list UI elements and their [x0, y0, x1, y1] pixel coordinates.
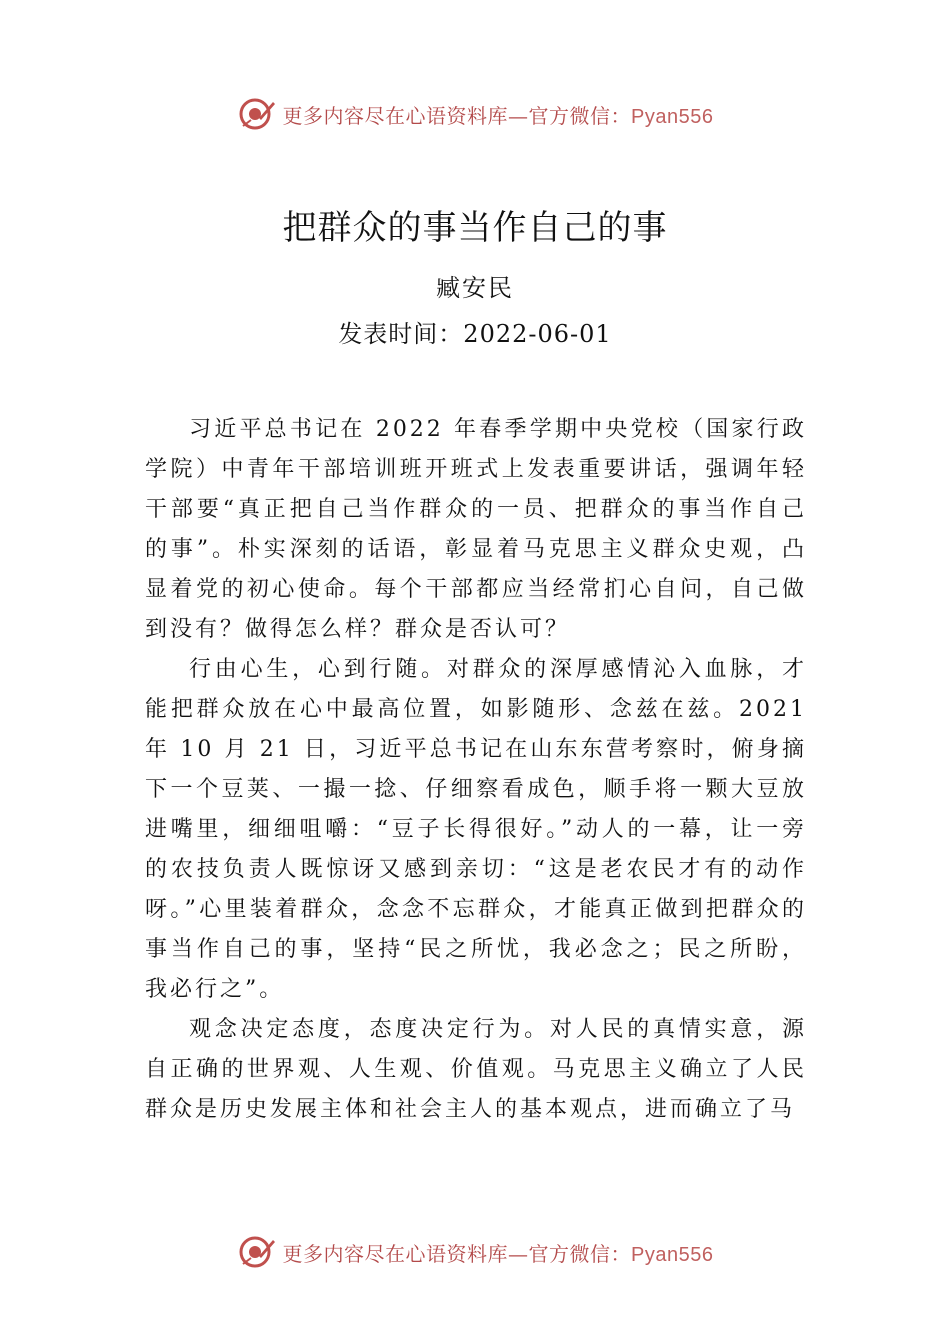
- paragraph-3: 观念决定态度，态度决定行为。对人民的真情实意，源自正确的世界观、人生观、价值观。马克思主义确立了人民群众是历史发展主体和社会主人的基本观点，进而确立了马: [145, 1017, 807, 1122]
- banner-text: 更多内容尽在心语资料库—官方微信：Pyan556: [282, 103, 714, 128]
- footer-banner: [0, 1230, 950, 1274]
- article-author: 臧安民: [436, 274, 514, 302]
- article-date: 发表时间：2022-06-01: [338, 320, 612, 348]
- paragraph-1: 习近平总书记在 2022 年春季学期中央党校（国家行政学院）中青年干部培训班开班式上发表重要讲话，强调年轻干部要“真正把自己当作群众的一员、把群众的事当作自己的事”。朴实深刻的话语，彰显着马克思主义群众史观，凸显着党的初心使命。每个干部都应当经常扪心自问，自己做到没有？做得怎么样？群众是否认可？: [145, 417, 807, 642]
- paragraph-2: 行由心生，心到行随。对群众的深厚感情沁入血脉，才能把群众放在心中最高位置，如影随形、念兹在兹。2021 年 10 月 21 日，习近平总书记在山东东营考察时，俯身摘下一个豆荚、一撮一捻、仔细察看成色，顺手将一颗大豆放进嘴里，细细咀嚼：“豆子长得很好。”动人的一幕，让一旁的农技负责人既惊讶又感到亲切：“这是老农民才有的动作呀。”心里装着群众，念念不忘群众，才能真正做到把群众的事当作自己的事，坚持“民之所忧，我必念之；民之所盼，我必行之”。: [145, 657, 807, 1002]
- header-banner: [0, 92, 950, 136]
- article-title: 把群众的事当作自己的事: [282, 208, 668, 248]
- article-body: [145, 410, 807, 1130]
- pen-logo-icon: [237, 94, 277, 134]
- banner-text: 更多内容尽在心语资料库—官方微信：Pyan556: [282, 1241, 714, 1266]
- pen-logo-icon: [237, 1232, 277, 1272]
